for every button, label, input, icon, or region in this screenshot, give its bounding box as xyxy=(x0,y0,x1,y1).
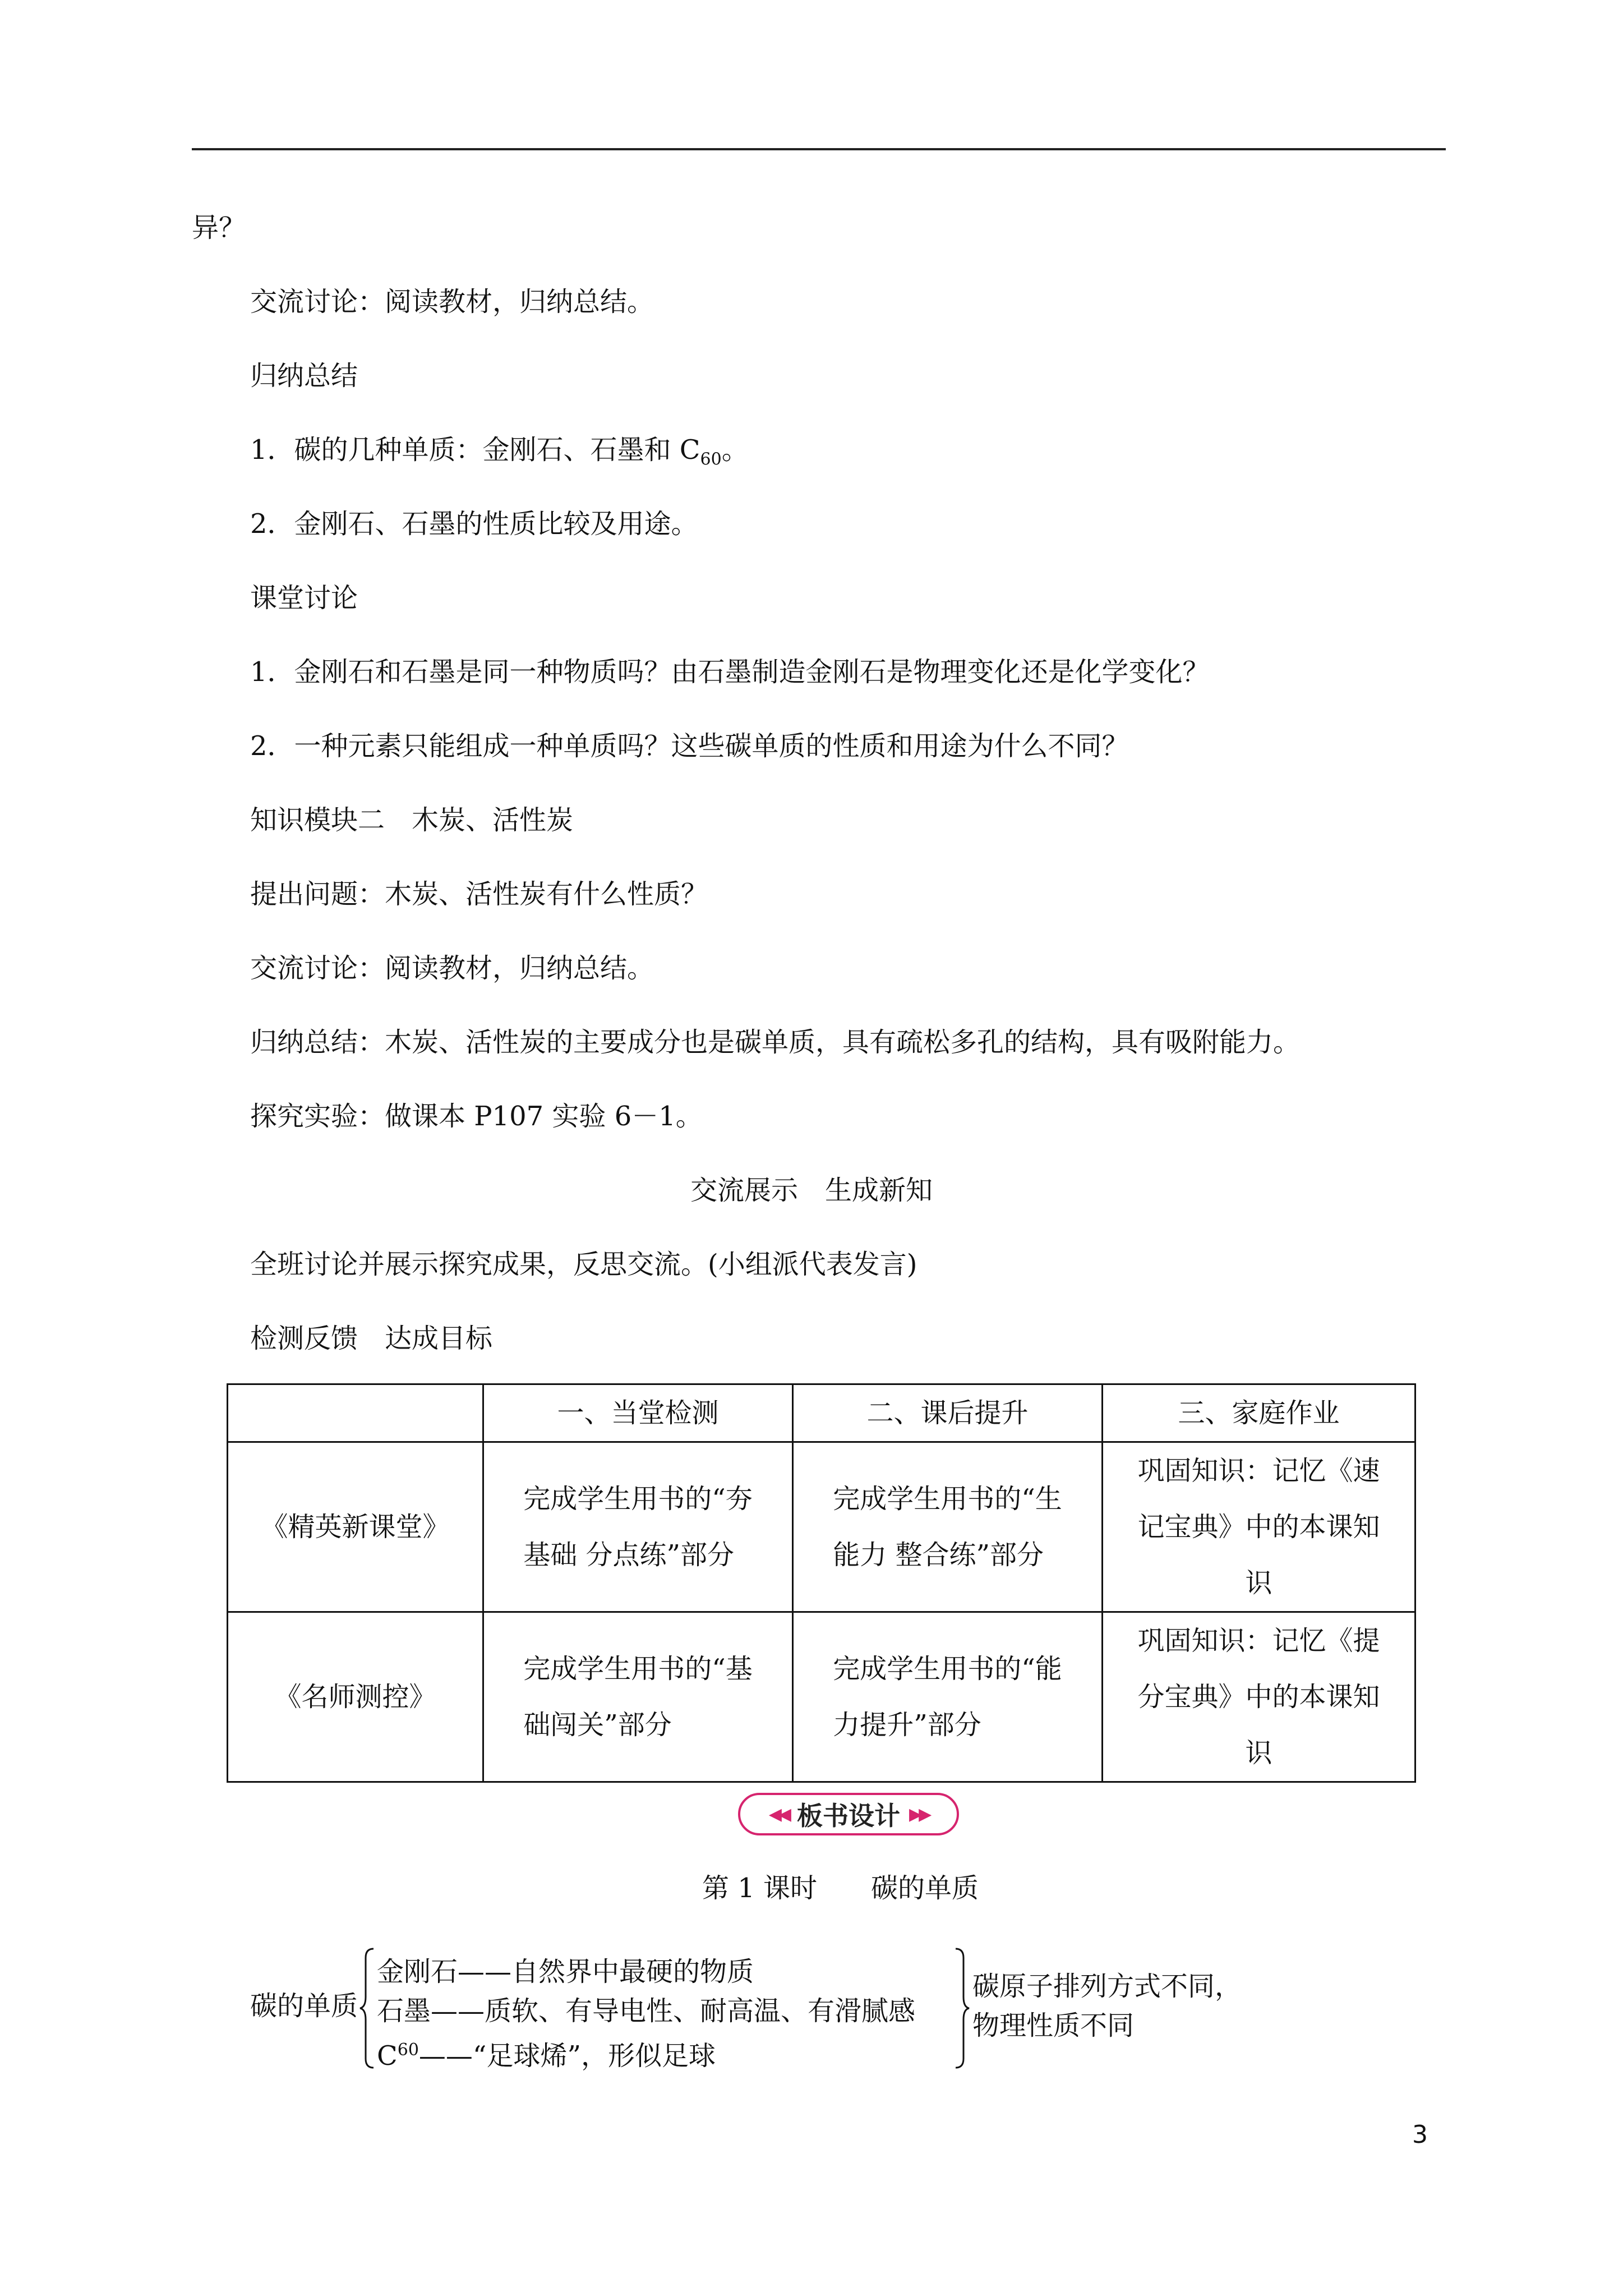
table-cell: 巩固知识：记忆《提 分宝典》中的本课知 识 xyxy=(1103,1612,1415,1782)
table-header-cell: 二、课后提升 xyxy=(793,1384,1103,1442)
summary-item-1: 1．碳的几种单质：金刚石、石墨和 $C_{60}$。 xyxy=(250,434,749,470)
brace-items xyxy=(377,1952,915,2076)
feedback-heading: 检测反馈 达成目标 xyxy=(250,1323,493,1354)
discussion-line-2: 交流讨论：阅读教材，归纳总结。 xyxy=(250,953,654,984)
brace-result-line-2: 物理性质不同 xyxy=(972,2010,1135,2041)
lesson-subtitle: 第 1 课时 碳的单质 xyxy=(702,1872,979,1904)
table-header-cell xyxy=(228,1384,483,1442)
table-header-row xyxy=(228,1384,1415,1442)
experiment-line: 探究实验：做课本 P107 实验 6－1。 xyxy=(250,1101,703,1132)
table-cell: 完成学生用书的“生 能力 整合练”部分 xyxy=(793,1442,1103,1612)
brace-result-line-1: 碳原子排列方式不同， xyxy=(972,1971,1242,2002)
brace-item-graphite: 石墨——质软、有导电性、耐高温、有滑腻感 xyxy=(377,1995,916,2027)
line-continuation: 异？ xyxy=(192,212,246,243)
summary-heading: 归纳总结 xyxy=(250,360,358,392)
summary-item-2: 2．金刚石、石墨的性质比较及用途。 xyxy=(250,508,698,540)
assignment-table xyxy=(227,1383,1416,1783)
table-cell: 巩固知识：记忆《速 记宝典》中的本课知 识 xyxy=(1103,1442,1415,1612)
brace-result xyxy=(972,1967,1242,2045)
board-design-badge xyxy=(738,1793,959,1835)
summary-2-line: 归纳总结：木炭、活性炭的主要成分也是碳单质，具有疏松多孔的结构，具有吸附能力。 xyxy=(250,1027,1301,1058)
question-line: 提出问题：木炭、活性炭有什么性质？ xyxy=(250,878,708,910)
board-design-label: 板书设计 xyxy=(797,1801,900,1831)
double-left-arrow-icon: ◀◀ xyxy=(768,1804,788,1824)
table-cell: 完成学生用书的“基 础闯关”部分 xyxy=(483,1612,793,1782)
exchange-heading: 交流展示 生成新知 xyxy=(690,1175,933,1206)
page-number: 3 xyxy=(1412,2120,1428,2149)
brace-item-diamond: 金刚石——自然界中最硬的物质 xyxy=(377,1956,754,1987)
double-right-arrow-icon: ▶▶ xyxy=(909,1804,929,1824)
table-cell: 完成学生用书的“能 力提升”部分 xyxy=(793,1612,1103,1782)
class-question-2: 2．一种元素只能组成一种单质吗？这些碳单质的性质和用途为什么不同？ xyxy=(250,730,1129,762)
module-2-heading: 知识模块二 木炭、活性炭 xyxy=(250,804,574,836)
class-question-1: 1．金刚石和石墨是同一种物质吗？由石墨制造金刚石是物理变化还是化学变化？ xyxy=(250,656,1210,688)
table-row xyxy=(228,1442,1415,1612)
table-row-label: 《精英新课堂》 xyxy=(228,1442,483,1612)
table-cell: 完成学生用书的“夯 基础 分点练”部分 xyxy=(483,1442,793,1612)
table-header-cell: 一、当堂检测 xyxy=(483,1384,793,1442)
left-brace-icon xyxy=(359,1947,376,2070)
table-row-label: 《名师测控》 xyxy=(228,1612,483,1782)
header-rule xyxy=(192,148,1446,150)
brace-item-c60: $C^{60}——“$足球烯”，形似足球 xyxy=(377,2040,716,2072)
class-discussion-heading: 课堂讨论 xyxy=(250,582,358,614)
right-brace-icon xyxy=(953,1947,970,2070)
table-row xyxy=(228,1612,1415,1782)
exchange-text: 全班讨论并展示探究成果，反思交流。(小组派代表发言) xyxy=(250,1249,917,1280)
discussion-line: 交流讨论：阅读教材，归纳总结。 xyxy=(250,286,654,318)
brace-label: 碳的单质 xyxy=(250,1990,358,2022)
table-header-cell: 三、家庭作业 xyxy=(1103,1384,1415,1442)
